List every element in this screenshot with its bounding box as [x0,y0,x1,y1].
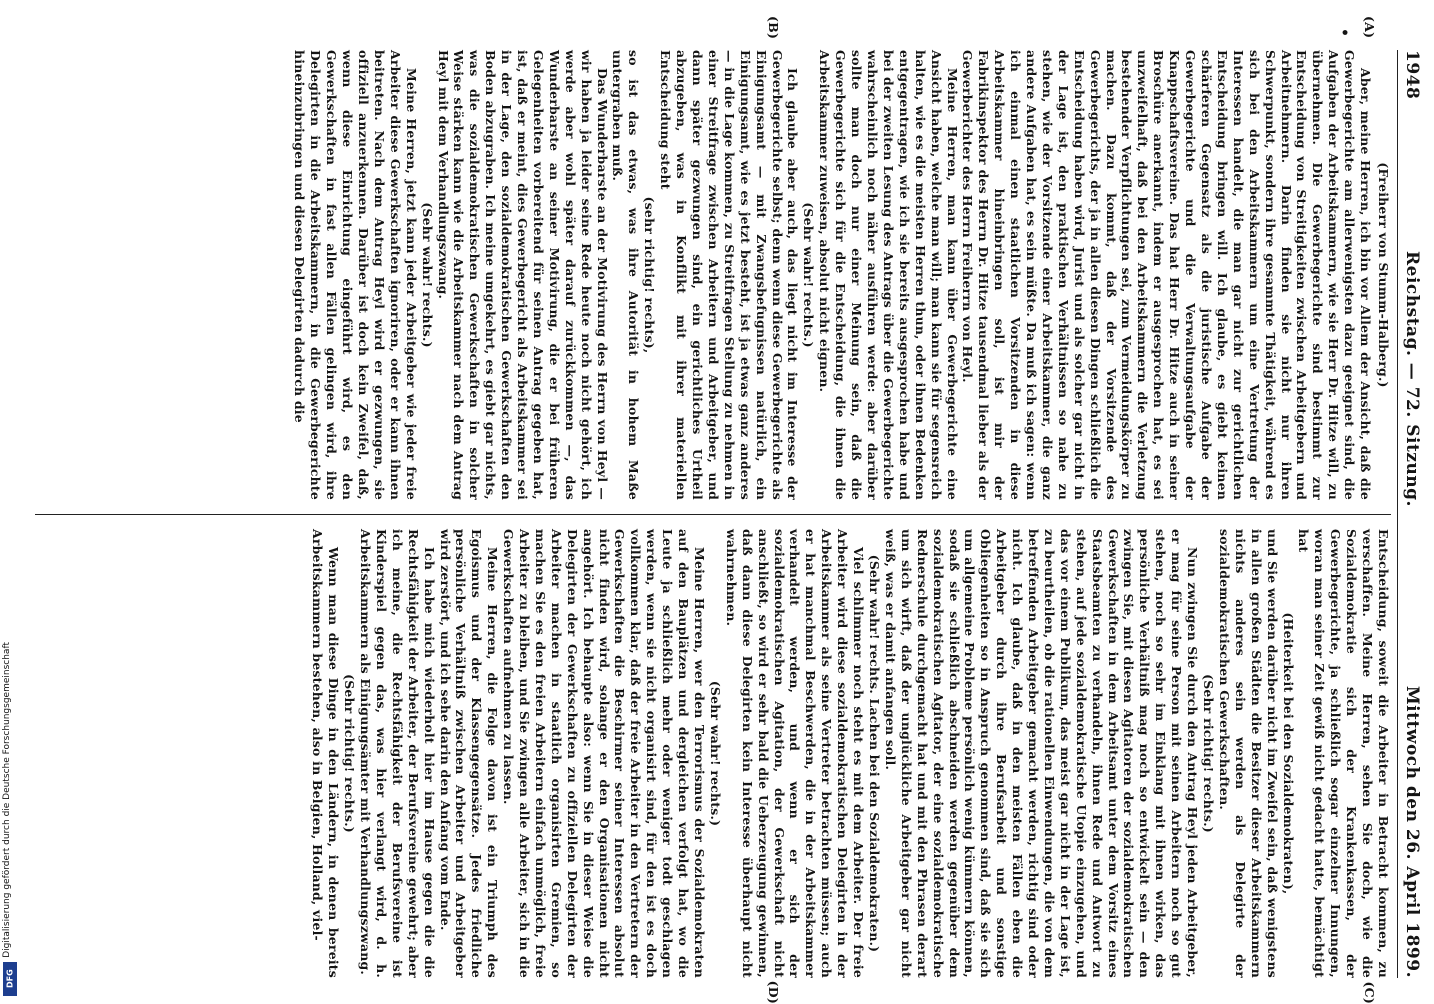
paragraph: Das Wunderbarste an der Motivirung des Herrn von Heyl — wir haben ja leider seine Rede heute noch nicht gehört, ich werde aber wohl später darauf zurückkommen —, das Wunderbarste an seiner Motivirung, die er bei früheren Gelegenheiten vorbereitend für seinen Antrag gegeben hat, ist, daß er meint, dies Gewerbegericht als Arbeitskammer sei in der Lage, den sozialdemokratischen Gewerkschaften den Boden abzugraben. Ich meine umgekehrt, es giebt gar nichts, was die sozialdemokratischen Gewerkschaften in solcher Weise stärken kann wie die Arbeitskammer nach dem Antrag Heyl mit dem Verhandlungszwang. [435,50,610,500]
session-date: Mittwoch den 26. April 1899. [1402,685,1422,978]
paragraph: Meine Herren, man kann über Gewerbegerichte eine Ansicht haben, welche man will; man kann sie für segensreich halten, wie es die meisten Herren thun, oder ihnen Bedenken entgegentragen, wie ich sie bereits ausgesprochen habe und bei der zweiten Lesung des Antrags über die Gewerbegerichte wahrscheinlich noch näher ausführen werde: aber darüber sollte man doch nur einer Meinung sein, daß die Gewerbegerichte sich für die Entscheidung, die ihnen die Arbeitskammer zuweisen, absolut nicht eignen. [817,50,960,500]
interjection: (Sehr wahr! rechts.) [419,202,435,348]
interjection: (Sehr richtig! rechts.) [1201,674,1217,833]
right-column [35,514,1391,1004]
left-column [35,16,1391,514]
dfg-logo: DFG [3,962,17,996]
margin-marker-d: (D) [766,980,781,1004]
paragraph: Meine Herren, jetzt kann jeder Arbeitgeber wie jeder freie Arbeiter diese Gewerkschaften ignoriren, oder er kann ihnen beitreten. Nach dem Antrag Heyl wird er gezwungen, sie offiziell anzuerkennen. Darüber ist doch kein Zweifel, daß, wenn diese Einrichtung eingeführt wird, es den Gewerkschaften in fast allen Fällen gelingen wird, ihre Delegirten in die Arbeitskammern, in die Gewerbegerichte hineinzubringen und diesen Delegirten dadurch die [292,50,419,500]
speaker-name: (Freiherr von Stumm-Halberg.) [1376,162,1391,388]
interjection: (Sehr wahr! rechts.) [801,202,817,348]
margin-marker-a: (A) [1362,16,1377,39]
paragraph: Entscheidung, soweit die Arbeiter in Betracht kommen, zu verschaffen. Meine Herren, sehen Sie doch, wie die Sozialdemokratie sich der Krankenkassen, der Gewerbegerichte, ja schließlich sogar einzelner Innungen, woran man seiner Zeit gewiß nicht gedacht hatte, bemächtigt hat [1296,529,1391,978]
text-columns [35,16,1391,1004]
paragraph: Nun zwingen Sie durch den Antrag Heyl jeden Arbeitgeber, er mag für seine Person mit seinen Arbeitern noch so gut stehen, noch so sehr im Einklang mit ihnen wirken, das persönliche Verhältniß mag noch so entwickelt sein — den zwingen Sie, mit diesen Agitatoren der sozialdemokratischen Gewerkschaften in dem Arbeitsamt unter dem Vorsitz eines Staatsbeamten zu verhandeln, ihnen Rede und Antwort zu stehen, auf jede sozialdemokratische Utopie einzugehen, und das vor einem Publikum, das meist gar nicht in der Lage ist, zu beurtheilen, ob die rationellen Einwendungen, die von dem betreffenden Arbeitgeber gemacht werden, richtig sind oder nicht. Ich glaube, daß in den meisten Fällen eben die Arbeitgeber durch ihre Berufsarbeit und sonstige Obliegenheiten so in Anspruch genommen sind, daß sie sich um allgemeine Probleme persönlich wenig kümmern können, sodaß sie schließlich abschneiden werden gegenüber dem sozialdemokratischen Agitator, der eine sozialdemokratische Rednerschule durchgemacht hat und mit den Phrasen derart um sich wirft, daß der unglückliche Arbeitgeber gar nicht weiß, was er damit anfangen soll. [882,529,1201,978]
page-title: Reichstag. — 72. Sitzung. [1402,251,1422,507]
paragraph: Ich glaube aber auch, das liegt nicht im Interesse der Gewerbegerichte selbst; denn wenn diese Gewerbegerichte als Einigungsamt — mit Zwangsbefugnissen natürlich, ein Einigungsamt, wie es jetzt besteht, ist ja etwas ganz anderes — in die Lage kommen, zu Streitfragen Stellung zu nehmen in einer Streitfrage zwischen Arbeitern und Arbeitgeber, und dann später gezwungen sind, ein gerichtliches Urtheil abzugeben, was in Konflikt mit ihrer materiellen Entscheidung steht [658,50,801,500]
interjection: (sehr richtig! rechts), [642,196,658,354]
paragraph: und Sie werden darüber nicht im Zweifel sein, daß wenigstens in allen großen Städten die Besitzer dieser Arbeitskammern nichts anderes sein werden als Delegirte der sozialdemokratischen Gewerkschaften. [1216,529,1280,978]
page-number: 1948 [1402,50,1422,100]
paragraph: Viel schlimmer noch steht es mit dem Arbeiter. Der freie Arbeiter wird diese sozialdemokratischen Delegirten in der Arbeitskammer als seine Vertreter betrachten müssen; auch er hat manchmal Beschwerden, die in der Arbeitskammer verhandelt werden, und wenn er sich der sozialdemokratischen Agitation, der Gewerkschaft nicht anschließt, so wird er sehr bald die Ueberzeugung gewinnen, daß dann diese Delegirten kein Interesse überhaupt nicht wahrnehmen. [723,529,867,978]
paragraph: Ich habe mich wiederholt hier im Hause gegen die die Rechtsfähigkeit der Arbeiter, der Berufsvereine gewehrt; aber ich meine, die Rechtsfähigkeit der Berufsvereine ist Kinderspiel gegen das, was hier verlangt wird, d. h. Arbeitskammern als Einigungsämter mit Verhandlungszwang. [358,529,437,978]
paragraph: Meine Herren, wer den Terrorismus der Sozialdemokraten auf den Bauplätzen und dergleichen verfolgt hat, wo die Leute ja schließlich mehr oder weniger todt geschlagen werden, wenn sie nicht organisirt sind, für den ist es doch vollkommen klar, daß der freie Arbeiter in den Vertretern der Gewerkschaften die Beschirmer seiner Interessen absolut nicht finden wird, solange er den Organisationen nicht angehört. Ich behaupte also: wenn Sie in dieser Weise die Delegirten der Gewerkschaften zu offiziellen Delegirten der Arbeiter machen in staatlich organisirten Gremien, so machen Sie es den freien Arbeitern einfach unmöglich, freie Arbeiter zu bleiben, und Sie zwingen alle Arbeiter, sich in die Gewerkschaften aufnehmen zu lassen. [501,529,708,978]
margin-dot: • [1336,28,1352,38]
margin-marker-c: (C) [1362,981,1377,1004]
interjection: (Heiterkeit bei den Sozialdemokraten), [1280,612,1296,895]
interjection: (Sehr richtig! rechts.) [342,674,358,833]
paragraph: Meine Herren, die Folge davon ist ein Triumph des Egoismus und der Klassengegensätze. Jedes friedliche persönliche Verhältniß zwischen Arbeiter und Arbeitgeber wird zerstört, und ich sehe darin den Anfang vom Ende. [437,529,501,978]
margin-marker-b: (B) [766,16,781,40]
digitization-credit: Digitalisierung gefördert durch die Deutsche Forschungsgemeinschaft [2,642,12,958]
paragraph: so ist das etwas, was ihre Autorität in hohem Maße untergraben muß. [610,50,642,500]
interjection: (Sehr wahr! rechts.) [707,680,723,827]
page-header [1397,50,1422,978]
paragraph: Aber, meine Herren, ich bin vor Allem der Ansicht, daß die Gewerbegerichte am allerwenigsten dazu geeignet sind, die Aufgaben der Arbeitskammern, wie sie Herr Dr. Hitze will, zu übernehmen. Die Gewerbegerichte sind bestimmt zur Entscheidung von Streitigkeiten zwischen Arbeitgebern und Arbeitnehmern. Darin finden sie nicht nur ihren Schwerpunkt, sondern ihre gesammte Thätigkeit, während es sich bei den Arbeitskammern um eine Vertretung der Interessen handelt, die man gar nicht zur gerichtlichen Entscheidung bringen will. Ich glaube, es giebt keinen schärferen Gegensatz als die juristische Aufgabe der Gewerbegerichte und die Verwaltungsaufgabe der Knappschaftsvereine. Das hat Herr Dr. Hitze auch in seiner Broschüre anerkannt, indem er ausgesprochen hat, es sei unzweifelhaft, daß bei den Arbeitskammern die Verletzung bestehender Verpflichtungen sei, zum Vermeidungskörper zu machen. Dazu kommt, daß der Vorsitzende des Gewerbegerichts, der ja in allen diesen Dingen schließlich die Entscheidung haben wird, Jurist und als solcher gar nicht in der Lage ist, den praktischen Verhältnissen so nahe zu stehen, wie der Vorsitzende einer Arbeitskammer, die ganz andere Aufgaben hat, es sein müßte. Da muß ich sagen: wenn ich einmal einen staatlichen Vorsitzenden in diese Arbeitskammer hineinbringen soll, ist mir der Fabrikinspektor des Herrn Dr. Hitze tausendmal lieber als der Gewerberichter des Herrn Freiherrn von Heyl. [960,50,1374,500]
interjection: (Sehr wahr! rechts. Lachen bei den Sozialdemokraten.) [867,554,882,953]
paragraph: Wenn man diese Dinge in den Ländern, in denen bereits Arbeitskammern bestehen, also in Belgien, Holland, viel- [310,529,342,978]
